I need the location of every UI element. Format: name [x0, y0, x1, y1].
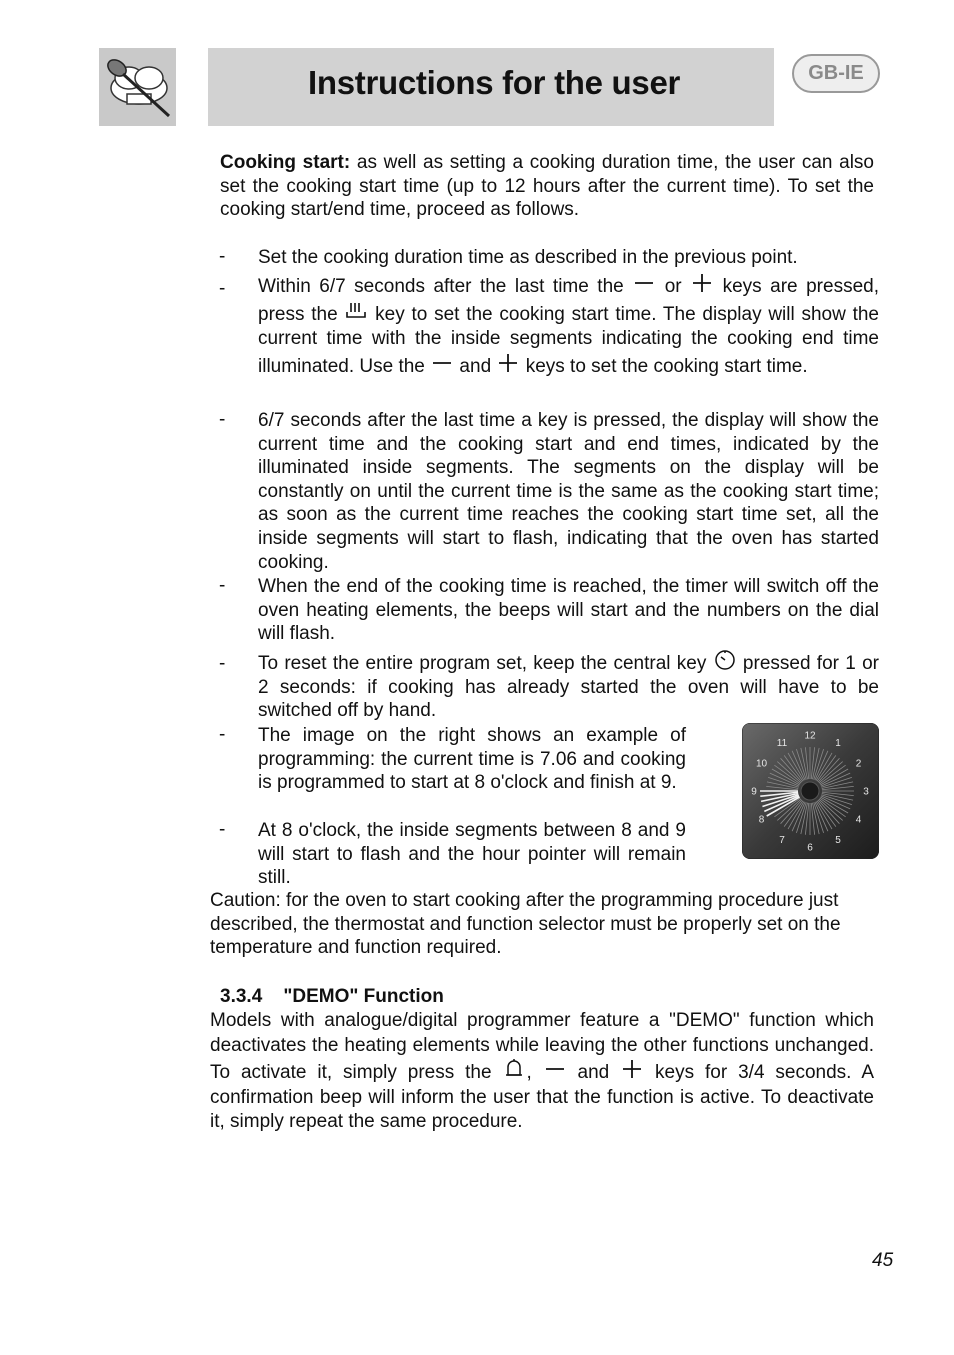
intro-paragraph: [220, 151, 874, 222]
bullet-dash: -: [219, 246, 226, 267]
bullet-5-text: pressed for 1 or 2 seconds: if cooking has already started the oven will have to be switched off by hand.: [258, 653, 879, 722]
clock-numeral: 9: [751, 786, 757, 798]
bullet-dash: -: [219, 575, 226, 596]
clock-numeral: 8: [758, 814, 765, 826]
plus-key-icon: [496, 352, 520, 374]
bullet-dash: -: [219, 409, 226, 430]
clock-numeral: 4: [855, 814, 862, 826]
demo-paragraph: [210, 1009, 874, 1135]
clock-key-icon: [713, 649, 737, 671]
cooking-key-icon: [344, 300, 368, 322]
bullet-dash: -: [219, 724, 226, 745]
minus-key-icon: [632, 272, 656, 294]
bullet-6: The image on the right shows an example of programming: the current time is 7.06 and cooking is programmed to start at 8 o'clock and finish at 9.: [258, 725, 686, 794]
chef-hat-spoon-icon: [99, 48, 176, 126]
bullet-4: When the end of the cooking time is reached, the timer will switch off the oven heating elements, the beeps will start and the numbers on the dial will flash.: [258, 576, 879, 645]
header-bar: [208, 48, 774, 126]
bullet-2-text: Within 6/7 seconds after the last time the: [258, 276, 633, 297]
clock-numeral: 3: [863, 786, 869, 798]
region-badge: GB-IE: [792, 54, 880, 93]
demo-text: keys for 3/4 seconds. A confirmation beep will inform the user that the function is active. To deactivate it, simply repeat the same procedure.: [210, 1062, 874, 1132]
page-number: 45: [872, 1250, 894, 1271]
clock-face: [742, 723, 879, 859]
minus-key-icon: [543, 1058, 567, 1080]
bullet-2-text: and: [454, 355, 497, 377]
bullet-2-text: keys are pressed, press the: [258, 276, 879, 325]
bullet-2-text: key to set the cooking start time. The display will show the current time with the inside segments indicating the cooking end time illuminated. Use the: [258, 303, 880, 377]
page-title: Instructions for the user: [308, 64, 681, 101]
clock-numeral: 10: [755, 758, 768, 770]
bullet-dash: -: [219, 653, 226, 674]
intro-text: as well as setting a cooking duration time, the user can also set the cooking start time (up to 12 hours after the current time). To set the cooking start/end time, proceed as follows.: [220, 152, 874, 221]
bell-key-icon: [502, 1058, 526, 1080]
clock-numeral: 11: [776, 738, 788, 750]
bullet-3: 6/7 seconds after the last time a key is pressed, the display will show the current time and the cooking start and end times, indicated by the illuminated inside segments. The segments on the display will be constantly on until the current time is the same as the cooking start time; as soon as the current time reaches the cooking start time set, all the inside segments will start to flash, indicating that the oven has started cooking.: [258, 410, 879, 573]
clock-numeral: 1: [835, 738, 841, 750]
bullet-2-text: or: [656, 276, 691, 297]
bullet-5: [258, 649, 879, 723]
bullet-dash: -: [219, 819, 226, 840]
demo-text: ,: [526, 1062, 543, 1083]
clock-numeral: 12: [804, 730, 816, 742]
bullet-2: [258, 272, 879, 379]
clock-numeral: 7: [779, 834, 785, 846]
caution-paragraph: Caution: for the oven to start cooking after the programming procedure just described, the thermostat and function selector must be properly set on the temperature and function required.: [210, 890, 841, 959]
bullet-2-text: keys to set the cooking start time.: [520, 355, 808, 377]
plus-key-icon: [690, 272, 714, 294]
clock-numeral: 6: [807, 842, 813, 854]
demo-heading: 3.3.4 "DEMO" Function: [220, 986, 444, 1007]
logo: [99, 48, 176, 126]
bullet-1: Set the cooking duration time as described in the previous point.: [258, 247, 798, 268]
intro-lead: Cooking start:: [220, 152, 351, 173]
demo-text: and: [566, 1062, 621, 1083]
minus-key-icon: [430, 352, 454, 374]
bullet-7: At 8 o'clock, the inside segments between 8 and 9 will start to flash and the hour pointer will remain still.: [258, 820, 686, 889]
clock-numeral: 2: [855, 758, 862, 770]
clock-numeral: 5: [835, 834, 841, 846]
bullet-5-text: To reset the entire program set, keep the central key: [258, 653, 713, 674]
plus-key-icon: [620, 1058, 644, 1080]
bullet-dash: -: [219, 278, 226, 299]
programmer-clock-image: [742, 723, 879, 859]
demo-text: Models with analogue/digital programmer feature a "DEMO" function which deactivates the heating elements while leaving the other functions unchanged. To activate it, simply press the: [210, 1010, 874, 1083]
